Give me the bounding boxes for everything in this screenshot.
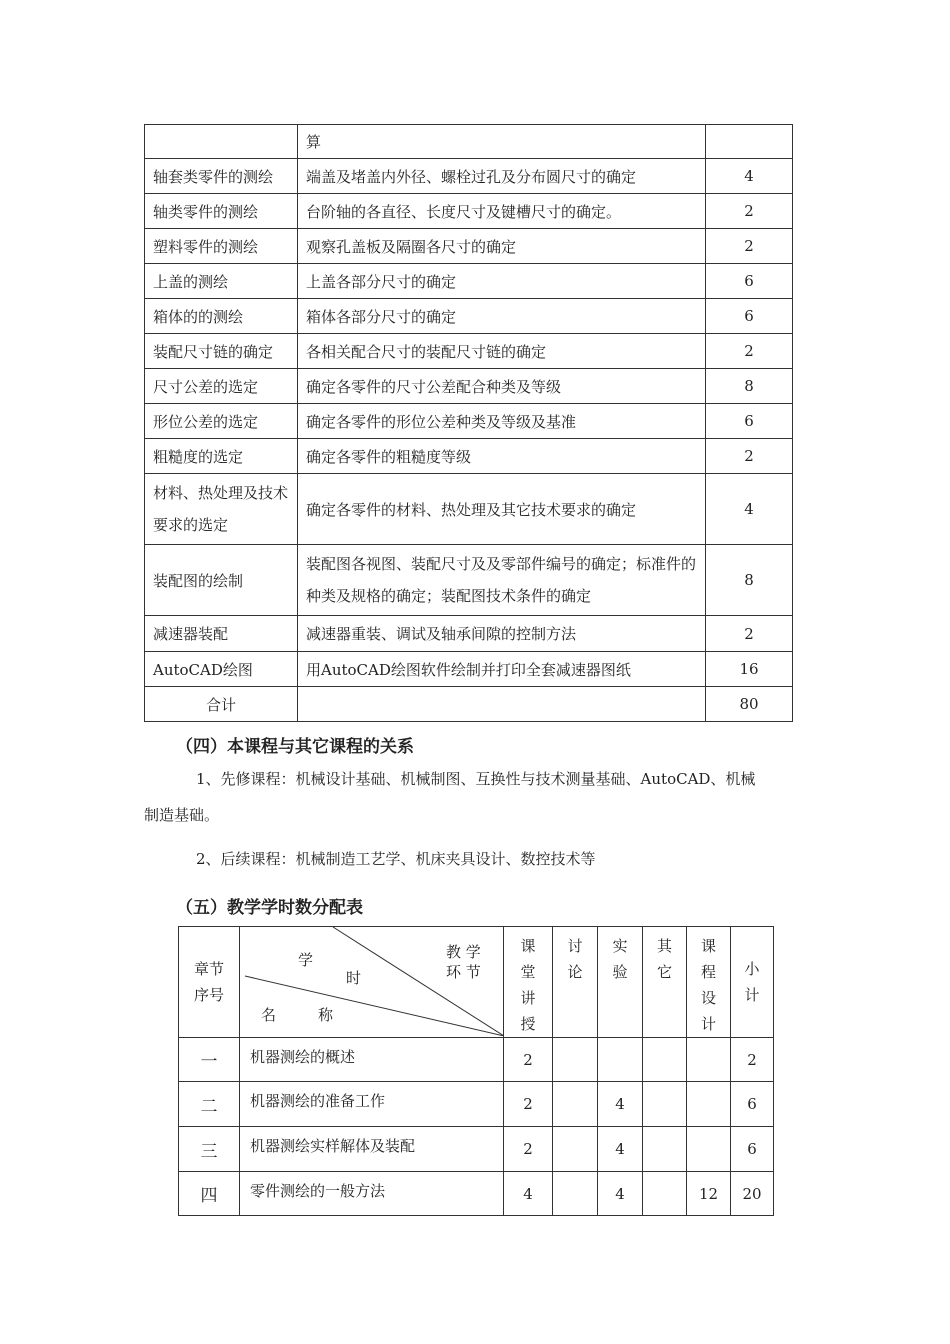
discussion-hours bbox=[553, 1082, 598, 1127]
chapter-header-label: 章节序号 bbox=[193, 960, 224, 1004]
followup-paragraph: 2、后续课程：机械制造工艺学、机床夹具设计、数控技术等 bbox=[196, 850, 596, 868]
design-hours: 12 bbox=[687, 1172, 731, 1216]
hours-cell: 8 bbox=[706, 545, 793, 616]
table-row bbox=[145, 545, 793, 616]
content-cell: 装配图各视图、装配尺寸及及零部件编号的确定；标准件的种类及规格的确定；装配图技术条件的确定 bbox=[298, 545, 706, 616]
experiment-hours bbox=[598, 1038, 643, 1082]
topic-cell: 轴套类零件的测绘 bbox=[145, 159, 298, 194]
total-label: 合计 bbox=[145, 687, 298, 722]
other-header-label: 其它 bbox=[656, 937, 672, 981]
discussion-hours bbox=[553, 1172, 598, 1216]
topic-cell: 装配尺寸链的确定 bbox=[145, 334, 298, 369]
lecture-header bbox=[504, 927, 553, 1038]
experiment-hours: 4 bbox=[598, 1082, 643, 1127]
lecture-hours: 2 bbox=[504, 1127, 553, 1172]
other-hours bbox=[643, 1038, 687, 1082]
topic-cell: 尺寸公差的选定 bbox=[145, 369, 298, 404]
content-cell: 确定各零件的粗糙度等级 bbox=[298, 439, 706, 474]
content-cell: 确定各零件的尺寸公差配合种类及等级 bbox=[298, 369, 706, 404]
topic-cell: 轴类零件的测绘 bbox=[145, 194, 298, 229]
chapter-name: 机器测绘实样解体及装配 bbox=[240, 1127, 504, 1172]
hours-cell: 6 bbox=[706, 404, 793, 439]
total-hours: 80 bbox=[706, 687, 793, 722]
hours-cell bbox=[706, 125, 793, 159]
content-cell: 算 bbox=[298, 125, 706, 159]
design-hours bbox=[687, 1127, 731, 1172]
prereq-paragraph-line2: 制造基础。 bbox=[144, 806, 220, 824]
topic-cell: 箱体的的测绘 bbox=[145, 299, 298, 334]
diagonal-header-cell bbox=[240, 927, 504, 1038]
table-row bbox=[145, 616, 793, 652]
experiment-hours: 4 bbox=[598, 1172, 643, 1216]
table-row bbox=[145, 474, 793, 545]
section5-heading: （五）教学学时数分配表 bbox=[176, 898, 363, 918]
lecture-hours: 4 bbox=[504, 1172, 553, 1216]
lecture-hours: 2 bbox=[504, 1082, 553, 1127]
topic-cell: 减速器装配 bbox=[145, 616, 298, 652]
prereq-paragraph-line1: 1、先修课程：机械设计基础、机械制图、互换性与技术测量基础、AutoCAD、机械 bbox=[196, 770, 756, 788]
topic-cell: 塑料零件的测绘 bbox=[145, 229, 298, 264]
content-cell: 上盖各部分尺寸的确定 bbox=[298, 264, 706, 299]
lecture-hours: 2 bbox=[504, 1038, 553, 1082]
lecture-header-label: 课堂讲授 bbox=[520, 937, 536, 1033]
table-row bbox=[145, 439, 793, 474]
topic-cell: 上盖的测绘 bbox=[145, 264, 298, 299]
other-hours bbox=[643, 1127, 687, 1172]
hours-cell: 6 bbox=[706, 264, 793, 299]
table-row bbox=[145, 159, 793, 194]
hours-cell: 16 bbox=[706, 652, 793, 687]
hours-cell: 2 bbox=[706, 334, 793, 369]
table-row bbox=[145, 369, 793, 404]
design-header bbox=[687, 927, 731, 1038]
design-hours bbox=[687, 1082, 731, 1127]
content-cell: 台阶轴的各直径、长度尺寸及键槽尺寸的确定。 bbox=[298, 194, 706, 229]
hours-cell: 4 bbox=[706, 474, 793, 545]
experiment-header-label: 实验 bbox=[612, 937, 628, 981]
table-row bbox=[145, 299, 793, 334]
subtotal-hours: 6 bbox=[731, 1082, 774, 1127]
chapter-name: 机器测绘的准备工作 bbox=[240, 1082, 504, 1127]
diag-label-cheng: 称 bbox=[318, 1006, 334, 1024]
diag-label-jiaoxue: 教 学 bbox=[446, 943, 481, 961]
experiment-header bbox=[598, 927, 643, 1038]
hours-cell: 2 bbox=[706, 616, 793, 652]
diag-label-ming: 名 bbox=[261, 1006, 277, 1024]
table-row bbox=[145, 264, 793, 299]
other-header bbox=[643, 927, 687, 1038]
table-row bbox=[145, 229, 793, 264]
content-cell: 各相关配合尺寸的装配尺寸链的确定 bbox=[298, 334, 706, 369]
hours-cell: 6 bbox=[706, 299, 793, 334]
table-row bbox=[179, 1127, 774, 1172]
experiment-hours: 4 bbox=[598, 1127, 643, 1172]
content-cell: 用AutoCAD绘图软件绘制并打印全套减速器图纸 bbox=[298, 652, 706, 687]
diag-label-xue: 学 bbox=[298, 951, 314, 969]
hours-cell: 8 bbox=[706, 369, 793, 404]
table-row bbox=[179, 1038, 774, 1082]
topic-cell bbox=[145, 125, 298, 159]
chapter-number: 二 bbox=[179, 1082, 240, 1127]
subtotal-hours: 6 bbox=[731, 1127, 774, 1172]
section4-heading: （四）本课程与其它课程的关系 bbox=[176, 737, 414, 757]
hours-cell: 2 bbox=[706, 439, 793, 474]
diag-label-huanjie: 环 节 bbox=[446, 963, 481, 981]
table-row bbox=[145, 194, 793, 229]
total-row bbox=[145, 687, 793, 722]
content-cell: 观察孔盖板及隔圈各尺寸的确定 bbox=[298, 229, 706, 264]
topic-cell: 材料、热处理及技术要求的选定 bbox=[145, 474, 298, 545]
chapter-name: 机器测绘的概述 bbox=[240, 1038, 504, 1082]
header-row bbox=[179, 927, 774, 1038]
chapter-name: 零件测绘的一般方法 bbox=[240, 1172, 504, 1216]
discussion-header-label: 讨论 bbox=[567, 937, 583, 981]
diag-label-shi: 时 bbox=[346, 969, 362, 987]
table-row bbox=[145, 652, 793, 687]
topic-cell: AutoCAD绘图 bbox=[145, 652, 298, 687]
content-cell: 端盖及堵盖内外径、螺栓过孔及分布圆尺寸的确定 bbox=[298, 159, 706, 194]
discussion-header bbox=[553, 927, 598, 1038]
subtotal-header bbox=[731, 927, 774, 1038]
table-row bbox=[179, 1172, 774, 1216]
topic-cell: 粗糙度的选定 bbox=[145, 439, 298, 474]
chapter-number: 三 bbox=[179, 1127, 240, 1172]
practice-hours-table bbox=[144, 124, 793, 722]
content-cell: 箱体各部分尺寸的确定 bbox=[298, 299, 706, 334]
hours-distribution-table bbox=[178, 926, 774, 1216]
content-cell: 减速器重装、调试及轴承间隙的控制方法 bbox=[298, 616, 706, 652]
subtotal-header-label: 小计 bbox=[744, 960, 760, 1004]
topic-cell: 形位公差的选定 bbox=[145, 404, 298, 439]
subtotal-hours: 20 bbox=[731, 1172, 774, 1216]
discussion-hours bbox=[553, 1127, 598, 1172]
table-row bbox=[145, 334, 793, 369]
table-row bbox=[179, 1082, 774, 1127]
discussion-hours bbox=[553, 1038, 598, 1082]
other-hours bbox=[643, 1082, 687, 1127]
design-header-label: 课程设计 bbox=[700, 937, 716, 1033]
hours-cell: 2 bbox=[706, 229, 793, 264]
other-hours bbox=[643, 1172, 687, 1216]
content-cell: 确定各零件的形位公差种类及等级及基准 bbox=[298, 404, 706, 439]
content-cell: 确定各零件的材料、热处理及其它技术要求的确定 bbox=[298, 474, 706, 545]
chapter-number: 一 bbox=[179, 1038, 240, 1082]
topic-cell: 装配图的绘制 bbox=[145, 545, 298, 616]
chapter-number: 四 bbox=[179, 1172, 240, 1216]
chapter-header bbox=[179, 927, 240, 1038]
table-row bbox=[145, 125, 793, 159]
design-hours bbox=[687, 1038, 731, 1082]
hours-cell: 4 bbox=[706, 159, 793, 194]
table-row bbox=[145, 404, 793, 439]
hours-cell: 2 bbox=[706, 194, 793, 229]
subtotal-hours: 2 bbox=[731, 1038, 774, 1082]
total-content-cell bbox=[298, 687, 706, 722]
